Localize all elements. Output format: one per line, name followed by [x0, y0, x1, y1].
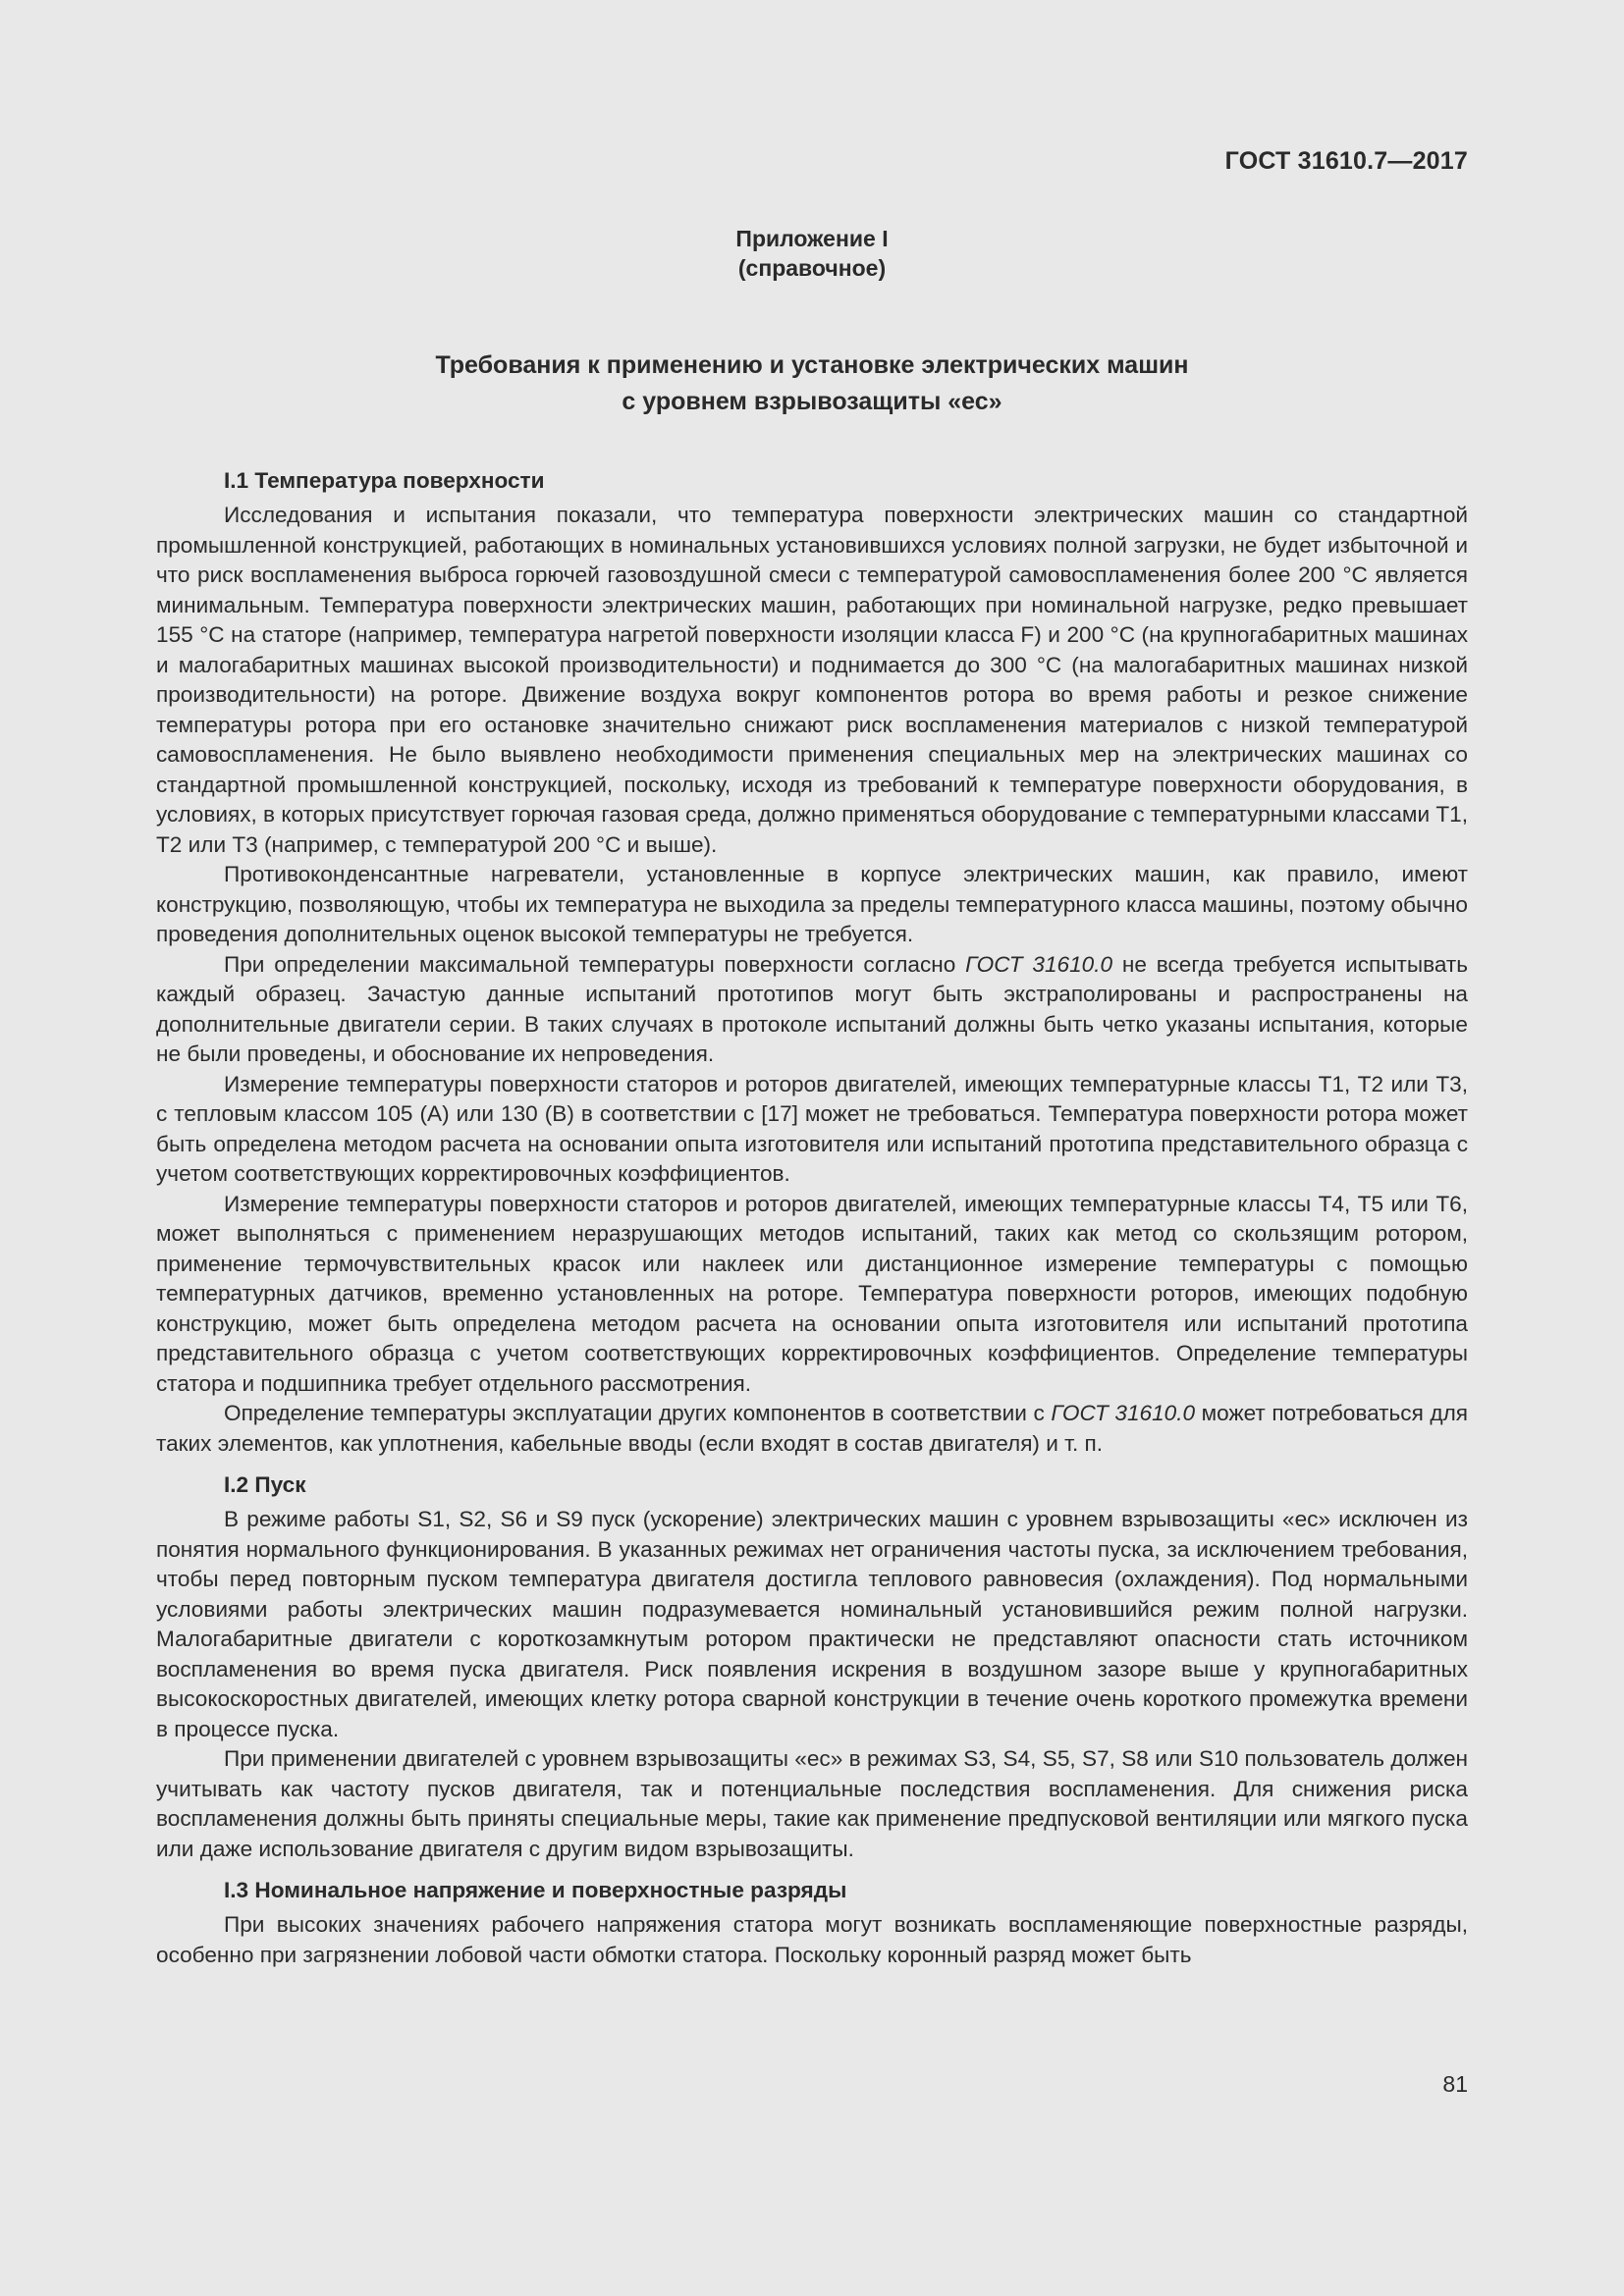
appendix-type: (справочное) [737, 255, 887, 281]
paragraph: Противоконденсантные нагреватели, установленные в корпусе электрических машин, как правило, имеют конструкцию, позволяющую, чтобы их температура не выходила за пределы температурного класса машины, поэтому обычно проведения дополнительных оценок высокой температуры не требуется. [156, 862, 1468, 946]
paragraph-text: При определении максимальной температуры поверхности согласно [224, 951, 966, 977]
paragraph: В режиме работы S1, S2, S6 и S9 пуск (ускорение) электрических машин с уровнем взрывозащиты «ес» исключен из понятия нормального функционирования. В указанных режимах нет ограничения частоты пуска, за исключением требования, чтобы перед повторным пуском температура двигателя достигла теплового равновесия (охлаждения). Под нормальными условиями работы электрических машин подразумевается номинальный установившийся режим полной нагрузки. Малогабаритные двигатели с короткозамкнутым ротором практически не представляют опасности стать источником воспламенения во время пуска двигателя. Риск появления искрения в воздушном зазоре выше у крупногабаритных высокоскоростных двигателей, имеющих клетку ротора сварной конструкции в течение очень короткого промежутка времени в процессе пуска. [156, 1507, 1468, 1741]
paragraph: При применении двигателей с уровнем взрывозащиты «ес» в режимах S3, S4, S5, S7, S8 или S10 пользователь должен учитывать как частоту пусков двигателя, так и потенциальные последствия воспламенения. Для снижения риска воспламенения должны быть приняты специальные меры, такие как применение предпусковой вентиляции или мягкого пуска или даже использование двигателя с другим видом взрывозащиты. [156, 1746, 1468, 1861]
paragraph: Измерение температуры поверхности статоров и роторов двигателей, имеющих температурные классы Т1, Т2 или Т3, с тепловым классом 105 (А) или 130 (В) в соответствии с [17] может не требоваться. Температура поверхности ротора может быть определена методом расчета на основании опыта изготовителя или испытаний прототипа представительного образца с учетом соответствующих корректировочных коэффициентов. [156, 1071, 1468, 1186]
title-line-1: Требования к применению и установке электрических машин [435, 351, 1189, 379]
paragraph-text: Определение температуры эксплуатации других компонентов в соответствии с [224, 1401, 1052, 1425]
paragraph-text: может потребоваться для таких элементов, как уплотнения, кабельные вводы (если входят в состав двигателя) и т. п. [156, 1401, 1468, 1456]
title-line-2: с уровнем взрывозащиты «ес» [622, 388, 1002, 415]
section-heading-start: I.2 Пуск [224, 1472, 306, 1497]
paragraph: Исследования и испытания показали, что температура поверхности электрических машин со стандартной промышленной конструкцией, работающих в номинальных установившихся условиях полной загрузки, не будет избыточной и что риск воспламенения выброса горючей газовоздушной смеси с температурой самовоспламенения более 200 °С является минимальным. Температура поверхности электрических машин, работающих при номинальной нагрузке, редко превышает 155 °С на статоре (например, температура нагретой поверхности изоляции класса F) и 200 °С (на крупногабаритных машинах и малогабаритных машинах высокой производительности) и поднимается до 300 °С (на малогабаритных машинах низкой производительности) на роторе. Движение воздуха вокруг компонентов ротора во время работы и резкое снижение температуры ротора при его остановке значительно снижают риск воспламенения материалов с низкой температурой самовоспламенения. Не было выявлено необходимости применения специальных мер на электрических машинах со стандартной промышленной конструкцией, поскольку, исходя из требований к температуре поверхности оборудования, в условиях, в которых присутствует горючая газовая среда, должно применяться оборудование с температурными классами Т1, Т2 или Т3 (например, с температурой 200 °С и выше). [156, 503, 1468, 857]
section-heading-voltage: I.3 Номинальное напряжение и поверхностные разряды [224, 1878, 847, 1902]
document-body [156, 464, 1468, 1970]
appendix-heading [0, 224, 1624, 283]
paragraph [156, 950, 1468, 1070]
section-heading-temperature: I.1 Температура поверхности [224, 468, 545, 493]
document-id: ГОСТ 31610.7—2017 [1224, 147, 1468, 175]
paragraph-text: не всегда требуется испытывать каждый образец. Зачастую данные испытаний прототипов могут быть экстраполированы и распространены на дополнительные двигатели серии. В таких случаях в протоколе испытаний должны быть четко указаны испытания, которые не были проведены, и обоснование их непроведения. [156, 951, 1469, 1066]
standard-reference: ГОСТ 31610.0 [965, 951, 1113, 977]
paragraph: Измерение температуры поверхности статоров и роторов двигателей, имеющих температурные классы Т4, Т5 или Т6, может выполняться с применением неразрушающих методов испытаний, таких как метод со скользящим ротором, применение термочувствительных красок или наклеек или дистанционное измерение температуры с помощью температурных датчиков, временно установленных на роторе. Температура поверхности роторов, имеющих подобную конструкцию, может быть определена методом расчета на основании опыта изготовителя или испытаний прототипа представительного образца с учетом соответствующих корректировочных коэффициентов. Определение температуры статора и подшипника требует отдельного рассмотрения. [156, 1191, 1468, 1396]
paragraph [156, 1399, 1468, 1459]
standard-reference: ГОСТ 31610.0 [1051, 1401, 1196, 1425]
appendix-label: Приложение I [735, 226, 889, 251]
page-number: 81 [1442, 2071, 1468, 2097]
paragraph: При высоких значениях рабочего напряжения статора могут возникать воспламеняющие поверхностные разряды, особенно при загрязнении лобовой части обмотки статора. Поскольку коронный разряд может быть [156, 1912, 1468, 1967]
document-title [0, 347, 1624, 420]
